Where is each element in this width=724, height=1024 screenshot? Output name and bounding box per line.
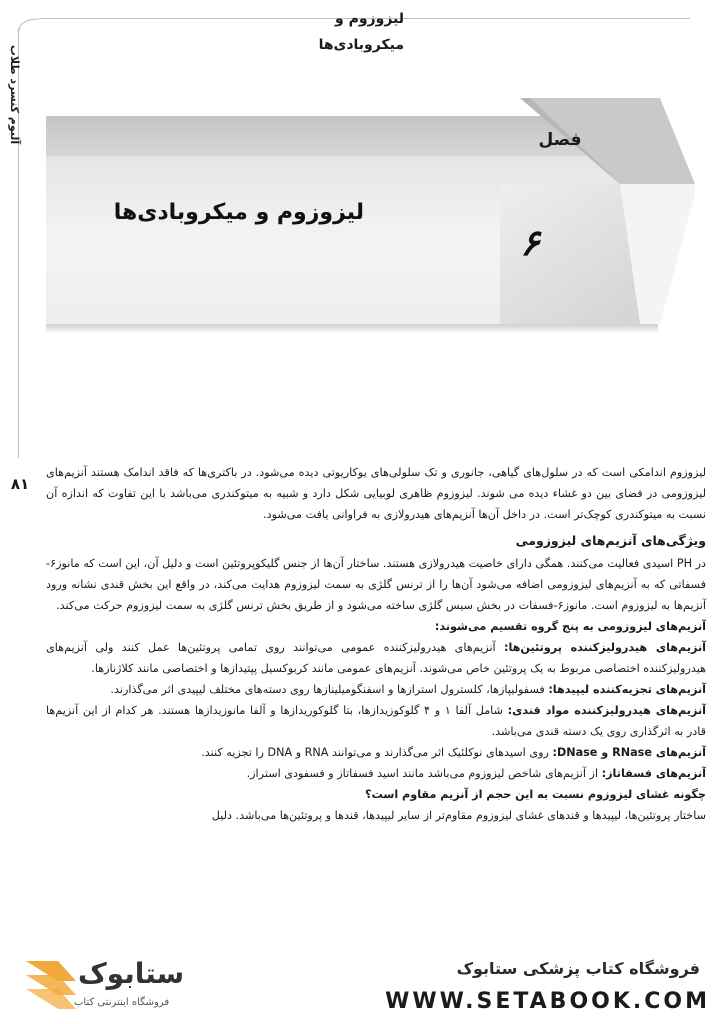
chapter-tab-shape xyxy=(470,84,700,334)
paragraph-intro: لیزوزوم اندامکی است که در سلول‌های گیاهی، جانوری و تک سلولی‌های یوکاریوتی دیده می‌شود. در باکتری‌ها که فاقد اندامک هستند آنزیم‌های لیزوزومی در فضای بین دو غشاء دیده می شوند. لیزوزوم ظاهری لوبیایی شکل دارد و شبیه به میتوکندری می‌باشد با این تفاوت که اندازه آن نسبت به میتوکندری کوچک‌تر است. در داخل آن‌ها آنزیم‌های هیدرولازی به فراوانی یافت می‌شود. xyxy=(46,466,706,521)
enzyme-group-text: آنزیم‌های هیدرولیزکننده عمومی می‌توانند روی تمامی پروتئین‌ها عمل کنند ولی آنزیم‌های هیدرولیزکننده اختصاصی مربوط به یک پروتئین خاص می‌شوند. آنزیم‌های عمومی مانند کربوکسیل پپتیدازها و اختصاصی مانند کلاژنازها. xyxy=(46,641,706,675)
enzyme-group-text: فسفولیپازها، کلسترول استرازها و اسفنگومیلینازها روی دسته‌های مختلف لیپیدی اثر می‌گذارند. xyxy=(110,683,549,696)
body-content xyxy=(46,462,706,826)
logo-tagline: فروشگاه اینترنتی کتاب xyxy=(74,997,170,1008)
enzyme-group-label: آنزیم‌های RNase و DNase: xyxy=(552,746,706,759)
enzyme-group-lipases xyxy=(46,679,706,700)
enzyme-group-nucleases xyxy=(46,742,706,763)
section-heading: ویژگی‌های آنزیم‌های لیزوزومی xyxy=(515,533,706,548)
store-footer xyxy=(0,945,724,1024)
running-header-title: لیزوزوم و میکروبادی‌ها xyxy=(318,11,404,53)
paragraph-membrane: ساختار پروتئین‌ها، لیپیدها و قندهای غشای لیزوزوم مقاوم‌تر از سایر لیپیدها، قندها و پروتئین‌ها می‌باشد. دلیل xyxy=(211,809,706,822)
chapter-label: فصل xyxy=(538,130,582,150)
enzyme-group-label: آنزیم‌های تجزیه‌کننده لیپیدها: xyxy=(548,683,706,696)
enzyme-group-label: آنزیم‌های فسفاتاز: xyxy=(601,767,706,780)
logo-brand-name: ستابوک xyxy=(78,957,185,990)
chapter-title: لیزوزوم و میکروبادی‌ها xyxy=(113,200,364,225)
side-author-label xyxy=(0,38,30,150)
enzyme-group-proteases xyxy=(46,637,706,679)
enzyme-groups-heading: آنزیم‌های لیزوزومی به پنج گروه تقسیم می‌شوند: xyxy=(434,620,706,633)
store-url-link[interactable]: WWW.SETABOOK.COM xyxy=(385,989,710,1014)
membrane-question: چگونه غشای لیزوزوم نسبت به این حجم از آنزیم مقاوم است؟ xyxy=(364,788,706,801)
enzyme-group-label: آنزیم‌های هیدرولیزکننده مواد قندی: xyxy=(507,704,707,717)
store-name: فروشگاه کتاب پزشکی ستابوک xyxy=(456,959,700,978)
page-number: ۸۱ xyxy=(2,468,38,500)
frame-corner xyxy=(18,18,42,32)
enzyme-group-text: شامل آلفا ۱ و ۴ گلوکوزیدازها، بتا گلوکوریدازها و آلفا مانوزیدازها هستند. هر کدام از این آنزیم‌ها قادر به اثرگذاری روی یک دسته قندی می‌باشد. xyxy=(46,704,706,738)
chapter-number: ۶ xyxy=(520,222,540,264)
side-author-text: آلبوم کنسرد طلاب xyxy=(8,44,22,144)
enzyme-group-text: روی اسیدهای نوکلئیک اثر می‌گذارند و می‌توانند RNA و DNA را تجزیه کنند. xyxy=(201,746,553,759)
enzyme-group-glycosidases xyxy=(46,700,706,742)
enzyme-group-text: از آنزیم‌های شاخص لیزوزوم می‌باشد مانند اسید فسفاتاز و فسفودی استراز. xyxy=(246,767,602,780)
enzyme-group-label: آنزیم‌های هیدرولیزکننده پروتئین‌ها: xyxy=(503,641,707,654)
paragraph-features: در PH اسیدی فعالیت می‌کنند. همگی دارای خاصیت هیدرولازی هستند. ساختار آن‌ها از جنس گلیکوپروتئین است و دلیل آن، این است که مانوز۶-فسفاتی که به آنزیم‌های لیزوزومی اضافه می‌شود آن‌ها را از ترنس گلژی به سمت لیزوزوم هدایت می‌کند، در واقع این بخش قندی نشانه ورود آنزیم‌ها به لیزوزوم است. مانوز۶-فسفات در بخش سیس گلژی ساخته می‌شود و از طریق بخش ترنس گلژی به سمت لیزوزوم حرکت می‌کند. xyxy=(46,557,706,612)
enzyme-group-phosphatases xyxy=(46,763,706,784)
setabook-logo-icon xyxy=(20,955,82,1011)
